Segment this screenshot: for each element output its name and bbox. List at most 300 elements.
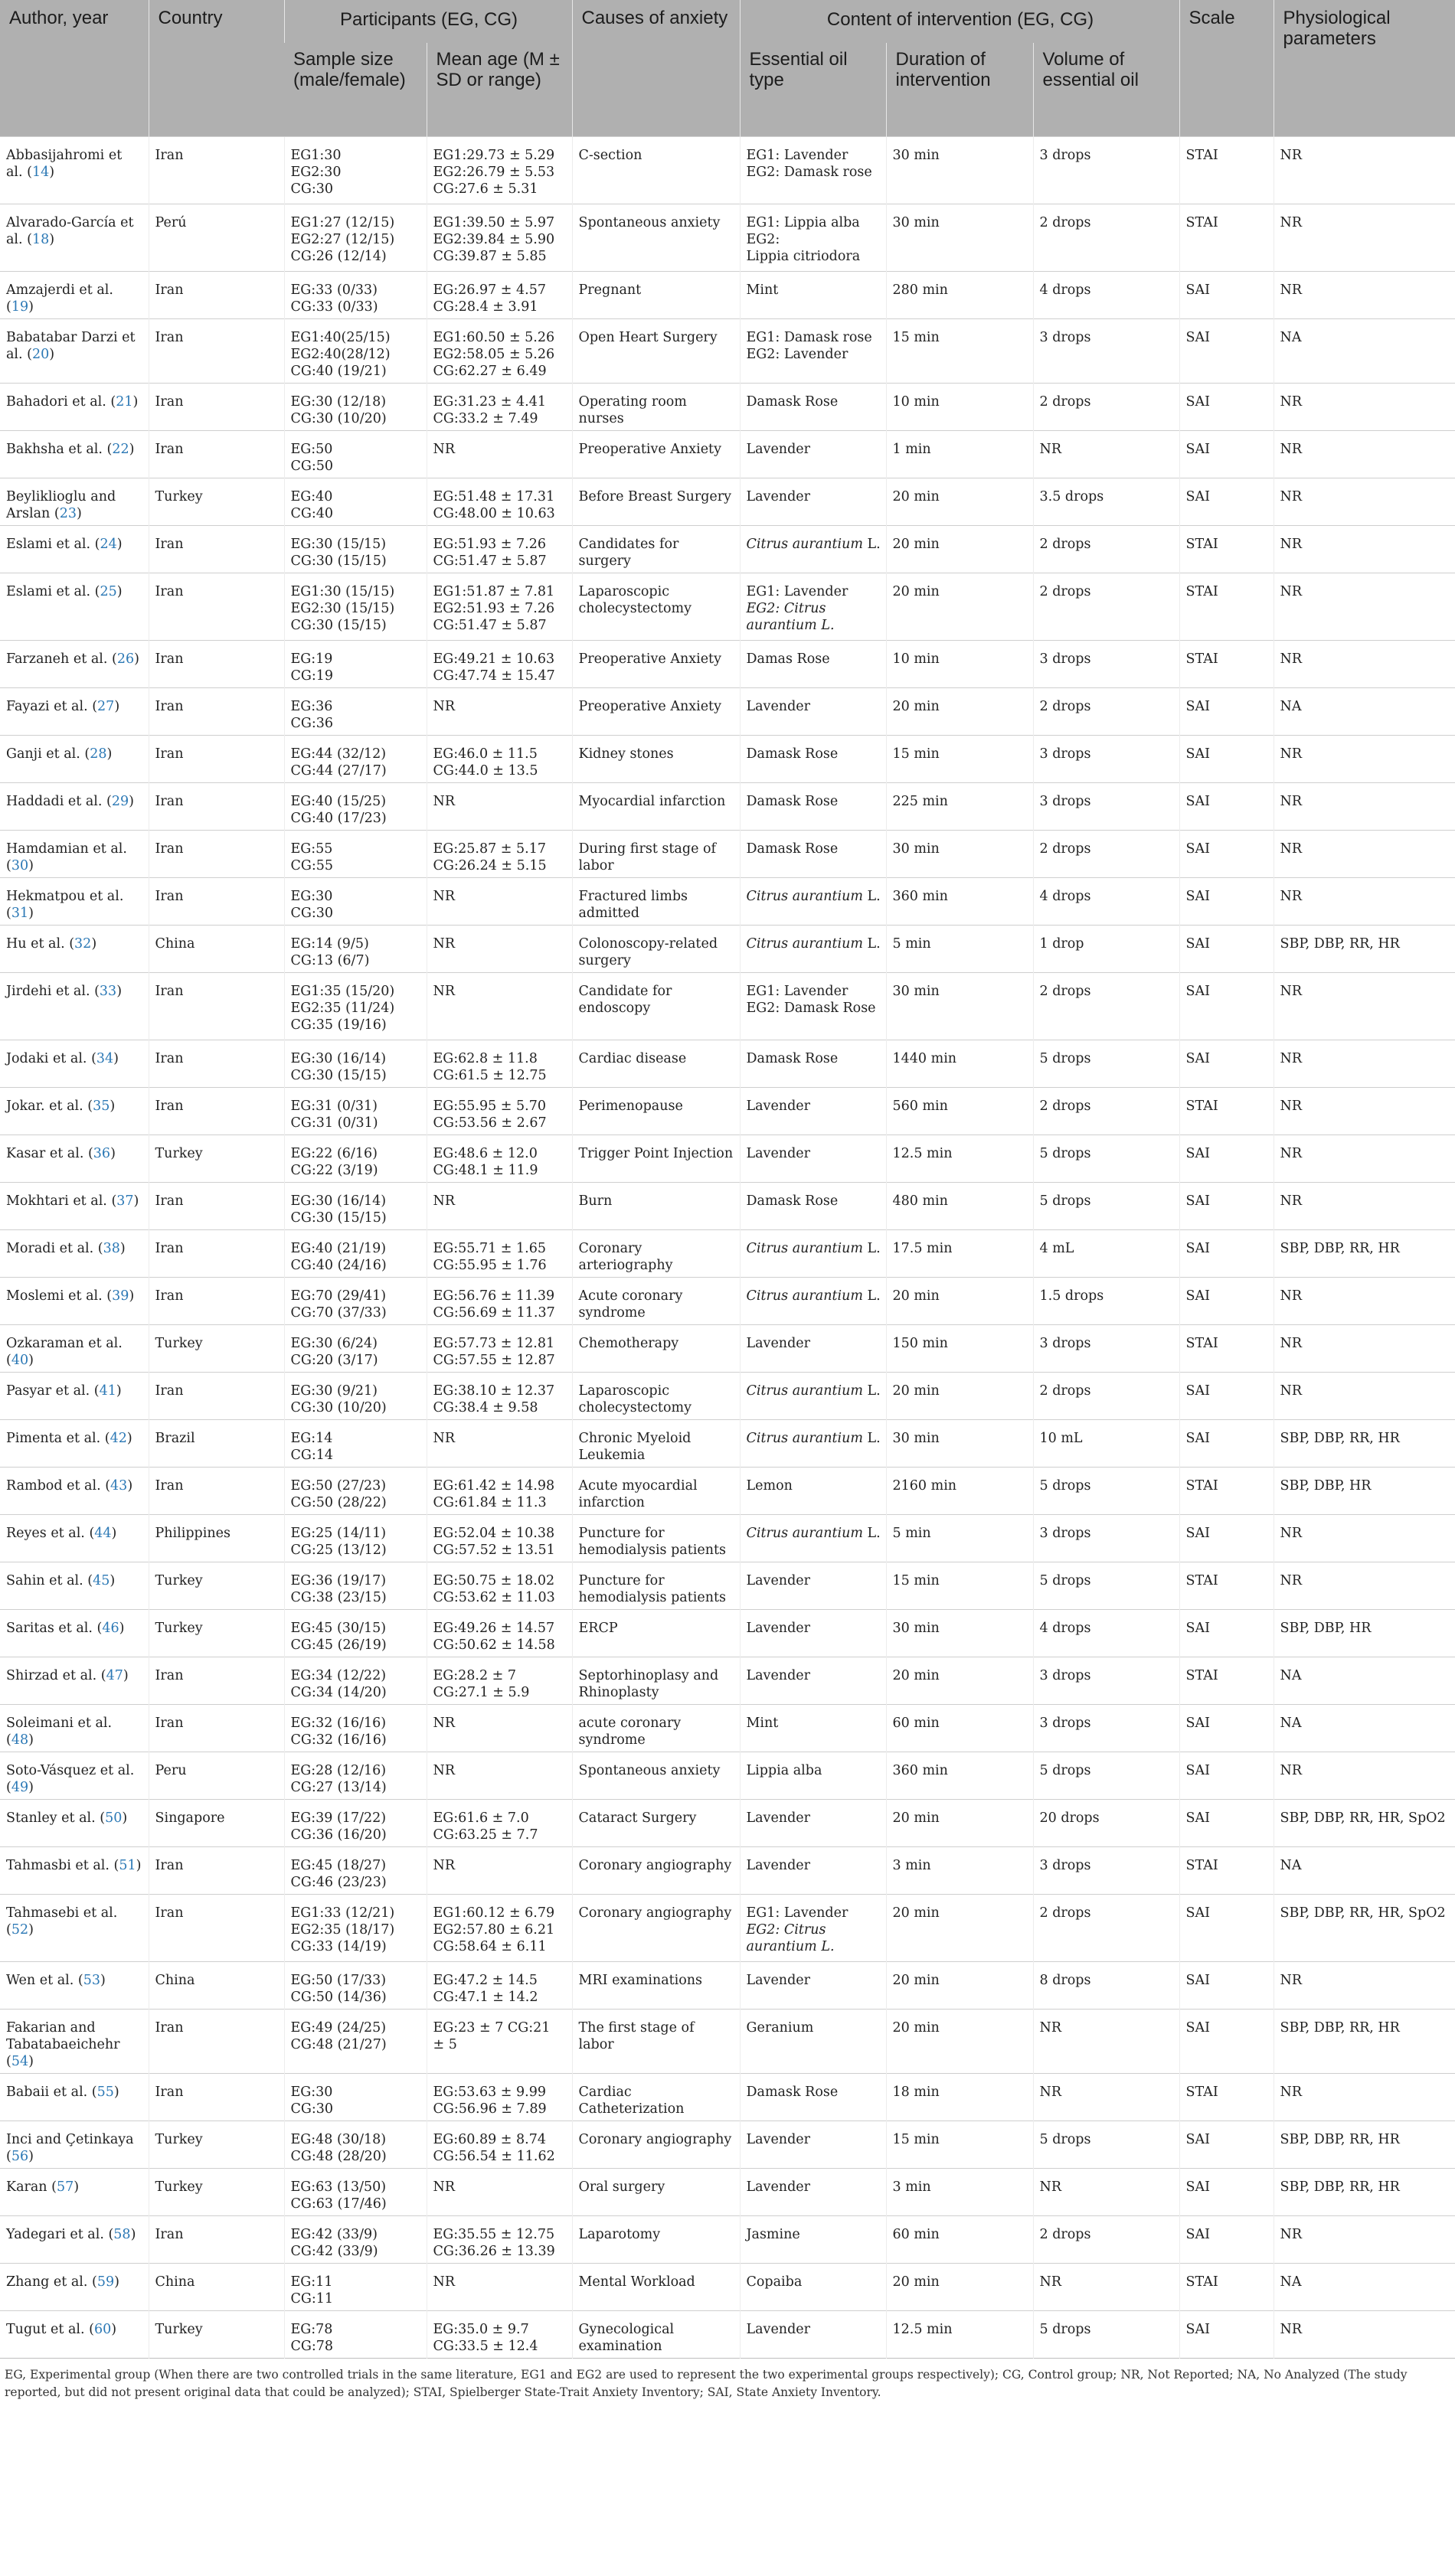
oil-type-cell [740,319,886,384]
ref-close: ) [126,1431,132,1446]
sample-size-cell-line: EG2:35 (18/17) [290,1922,395,1938]
cause-cell: acute coronary syndrome [572,1705,740,1752]
reference-link[interactable]: 14 [31,165,50,180]
oil-type-cell-line: Lavender [746,699,810,714]
reference-link[interactable]: 25 [100,584,117,599]
volume-cell: 3 drops [1033,319,1179,384]
reference-link[interactable]: 41 [99,1383,116,1399]
country-cell: Iran [149,137,284,204]
sample-size-cell-line: CG:30 (10/20) [290,1400,387,1415]
reference-link[interactable]: 29 [111,794,129,809]
ref-open: ( [80,746,90,762]
volume-cell: 4 mL [1033,1230,1179,1278]
reference-link[interactable]: 58 [113,2227,131,2242]
country-cell: Iran [149,1847,284,1895]
ref-close: ) [110,1099,116,1114]
scale-cell: SAI [1179,1278,1274,1325]
author-name: Kasar et al. [6,1146,84,1161]
cause-cell: Candidate for endoscopy [572,973,740,1040]
mean-age-cell-line: CG:58.64 ± 6.11 [433,1939,547,1954]
mean-age-cell [427,1657,572,1705]
oil-type-cell [740,478,886,526]
reference-link[interactable]: 45 [93,1573,110,1588]
reference-link[interactable]: 18 [31,232,50,247]
mean-age-cell-line: CG:61.5 ± 12.75 [433,1068,547,1083]
sample-size-cell-line: EG:11 [290,2274,333,2290]
ref-open: ( [102,1288,113,1304]
physio-cell: SBP, DBP, RR, HR [1274,1420,1455,1468]
mean-age-cell-line: EG2:26.79 ± 5.53 [433,165,555,180]
physio-cell: NR [1274,2074,1455,2121]
volume-cell: 3 drops [1033,1705,1179,1752]
reference-link[interactable]: 51 [119,1858,136,1873]
volume-cell: 4 drops [1033,1610,1179,1657]
reference-link[interactable]: 24 [100,537,117,552]
country-cell: Iran [149,783,284,831]
reference-link[interactable]: 36 [93,1146,111,1161]
scale-cell: STAI [1179,204,1274,272]
table-row [0,1610,1455,1657]
mean-age-cell [427,137,572,204]
table-row [0,319,1455,384]
oil-type-cell-line: Citrus aurantium L. [746,889,881,904]
ref-open: ( [90,584,100,599]
reference-link[interactable]: 28 [90,746,107,762]
sample-size-cell-line: CG:19 [290,668,334,684]
mean-age-cell-line: CG:44.0 ± 13.5 [433,763,538,779]
sample-size-cell-line: CG:50 [290,459,334,474]
physio-cell: SBP, DBP, RR, HR, SpO2 [1274,1800,1455,1847]
mean-age-cell-line: EG:51.93 ± 7.26 [433,537,547,552]
oil-type-cell [740,526,886,573]
physio-cell: NR [1274,526,1455,573]
author-name: Shirzad et al. [6,1668,97,1683]
mean-age-cell-line: EG:61.6 ± 7.0 [433,1810,529,1826]
reference-link[interactable]: 60 [93,2322,112,2337]
ref-open: ( [6,1353,11,1368]
ref-close: ) [129,794,134,809]
duration-cell: 360 min [886,878,1033,926]
cause-cell: Perimenopause [572,1088,740,1135]
oil-type-cell [740,204,886,272]
ref-close: ) [28,299,34,315]
sample-size-cell-line: CG:30 (15/15) [290,1068,387,1083]
sample-size-cell [284,2074,427,2121]
cause-cell: Cardiac Catheterization [572,2074,740,2121]
author-cell [0,688,149,736]
reference-link[interactable]: 37 [116,1193,134,1209]
sample-size-cell-line: EG2:30 (15/15) [290,601,395,616]
duration-cell: 20 min [886,2010,1033,2074]
mean-age-cell-line: CG:36.26 ± 13.39 [433,2244,555,2259]
reference-link[interactable]: 40 [11,1353,29,1368]
reference-link[interactable]: 57 [56,2179,74,2195]
author-name: Wen et al. [6,1973,74,1988]
reference-link[interactable]: 19 [11,299,29,315]
cause-cell: Fractured limbs admitted [572,878,740,926]
volume-cell: 1 drop [1033,926,1179,973]
mean-age-cell-line: EG:47.2 ± 14.5 [433,1973,538,1988]
reference-link[interactable]: 38 [103,1241,120,1256]
sample-size-cell [284,1610,427,1657]
ref-close: ) [116,537,123,552]
reference-link[interactable]: 52 [11,1922,29,1938]
duration-cell: 20 min [886,1373,1033,1420]
table-footnote: EG, Experimental group (When there are two controlled trials in the same literature, EG1 and EG2 are used to represent the two experimental groups respectively); CG, Control group; NR, Not Reported; NA, No Analyzed (The study reported, but did not present original data that could be analyzed); STAI, Spielberger State-Trait Anxiety Inventory; SAI, State Anxiety Inventory. [0,2359,1455,2402]
oil-type-cell [740,1895,886,1962]
cause-cell: Laparoscopic cholecystectomy [572,573,740,641]
sample-size-cell-line: CG:38 (23/15) [290,1590,387,1605]
sample-size-cell [284,1230,427,1278]
table-row [0,641,1455,688]
ref-close: ) [49,347,55,362]
volume-cell: 2 drops [1033,973,1179,1040]
sample-size-cell-line: CG:70 (37/33) [290,1305,387,1321]
table-body [0,137,1455,2359]
oil-type-cell [740,2010,886,2074]
physio-cell: NA [1274,1705,1455,1752]
volume-cell: 2 drops [1033,2216,1179,2264]
sample-size-cell [284,1040,427,1088]
author-cell [0,736,149,783]
author-name: Abbasijahromi et al. [6,148,123,180]
oil-type-cell-line: Lavender [746,1973,810,1988]
reference-link[interactable]: 21 [116,394,133,410]
sample-size-cell [284,1183,427,1230]
sample-size-cell-line: EG:70 (29/41) [290,1288,387,1304]
sample-size-cell-line: CG:30 [290,906,334,921]
author-name: Pimenta et al. [6,1431,101,1446]
table-row [0,831,1455,878]
sample-size-cell [284,926,427,973]
sample-size-cell-line: EG:30 (16/14) [290,1193,387,1209]
sample-size-cell-line: EG:63 (13/50) [290,2179,387,2195]
sample-size-cell-line: EG:14 [290,1431,333,1446]
reference-link[interactable]: 30 [11,858,29,873]
cause-cell: Coronary angiography [572,1847,740,1895]
volume-cell: 5 drops [1033,1562,1179,1610]
sample-size-cell [284,1705,427,1752]
oil-species-italic: Citrus aurantium [746,537,863,552]
sample-size-cell-line: EG:78 [290,2322,333,2337]
sample-size-cell-line: CG:34 (14/20) [290,1685,387,1700]
author-cell [0,1325,149,1373]
oil-type-cell-line: EG2: Damask Rose [746,1001,876,1016]
ref-open: ( [6,906,11,921]
author-cell [0,573,149,641]
country-cell: China [149,926,284,973]
author-cell [0,384,149,431]
sample-size-cell [284,688,427,736]
reference-link[interactable]: 20 [31,347,50,362]
mean-age-cell [427,2264,572,2311]
mean-age-cell [427,1135,572,1183]
scale-cell: SAI [1179,1230,1274,1278]
ref-open: ( [84,1526,95,1541]
author-name: Amzajerdi et al. [6,282,113,298]
oil-type-cell-line: Mint [746,1716,779,1731]
author-cell [0,1705,149,1752]
volume-cell: 5 drops [1033,1752,1179,1800]
table-row [0,1562,1455,1610]
sample-size-cell-line: CG:30 (15/15) [290,1210,387,1226]
sample-size-cell-line: CG:27 (13/14) [290,1780,387,1795]
reference-link[interactable]: 44 [94,1526,112,1541]
reference-link[interactable]: 32 [74,936,92,952]
scale-cell: STAI [1179,641,1274,688]
ref-close: ) [100,1973,106,1988]
ref-close: ) [110,1146,116,1161]
cause-cell: Chronic Myeloid Leukemia [572,1420,740,1468]
country-cell: Iran [149,1373,284,1420]
duration-cell: 20 min [886,478,1033,526]
author-cell [0,1657,149,1705]
table-row [0,478,1455,526]
sample-size-cell-line: EG1:30 (15/15) [290,584,395,599]
sample-size-cell-line: EG:30 (12/18) [290,394,387,410]
mean-age-cell-line: NR [433,984,455,999]
mean-age-cell-line: EG:50.75 ± 18.02 [433,1573,555,1588]
mean-age-cell [427,2311,572,2359]
oil-type-cell [740,831,886,878]
reference-link[interactable]: 54 [11,2054,29,2069]
mean-age-cell-line: EG:28.2 ± 7 [433,1668,517,1683]
sample-size-cell-line: EG:48 (30/18) [290,2132,387,2147]
scale-cell: SAI [1179,1135,1274,1183]
reference-link[interactable]: 49 [11,1780,29,1795]
sample-size-cell-line: CG:30 [290,2101,334,2117]
reference-link[interactable]: 43 [110,1478,128,1494]
scale-cell: SAI [1179,1752,1274,1800]
oil-type-cell-line: Citrus aurantium L. [746,1383,881,1399]
mean-age-cell-line: CG:50.62 ± 14.58 [433,1637,555,1653]
sample-size-cell-line: CG:33 (14/19) [290,1939,387,1954]
oil-type-cell-line: Citrus aurantium L. [746,1526,881,1541]
ref-open: ( [107,651,117,667]
ref-open: ( [100,1431,110,1446]
reference-link[interactable]: 27 [97,699,115,714]
ref-close: ) [113,1051,119,1066]
author-name: Bahadori et al. [6,394,106,410]
mean-age-cell [427,1847,572,1895]
duration-cell: 560 min [886,1088,1033,1135]
sample-size-cell [284,1515,427,1562]
mean-age-cell-line: EG:55.71 ± 1.65 [433,1241,547,1256]
header-participants: Participants (EG, CG) [284,0,572,43]
cause-cell: Burn [572,1183,740,1230]
author-cell [0,2010,149,2074]
sample-size-cell [284,1847,427,1895]
duration-cell: 20 min [886,1962,1033,2010]
physio-cell: NR [1274,878,1455,926]
reference-link[interactable]: 31 [11,906,29,921]
volume-cell: NR [1033,431,1179,478]
duration-cell: 5 min [886,1515,1033,1562]
ref-open: ( [6,299,11,315]
sample-size-cell-line: CG:26 (12/14) [290,249,387,264]
sample-size-cell-line: CG:40 (24/16) [290,1258,387,1273]
mean-age-cell-line: NR [433,2274,455,2290]
reference-link[interactable]: 59 [96,2274,115,2290]
country-cell: Iran [149,831,284,878]
volume-cell: 1.5 drops [1033,1278,1179,1325]
mean-age-cell-line: CG:63.25 ± 7.7 [433,1827,538,1843]
ref-close: ) [49,232,55,247]
duration-cell: 17.5 min [886,1230,1033,1278]
scale-cell: SAI [1179,478,1274,526]
mean-age-cell-line: ± 5 [433,2037,457,2052]
physio-cell: SBP, DBP, RR, HR [1274,926,1455,973]
cause-cell: Preoperative Anxiety [572,641,740,688]
volume-cell: 5 drops [1033,1135,1179,1183]
reference-link[interactable]: 56 [11,2149,29,2164]
reference-link[interactable]: 23 [59,506,77,521]
author-cell [0,2216,149,2264]
mean-age-cell-line: CG:48.00 ± 10.63 [433,506,555,521]
sample-size-cell-line: CG:42 (33/9) [290,2244,378,2259]
oil-type-cell [740,1705,886,1752]
reference-link[interactable]: 53 [83,1973,100,1988]
ref-close: ) [49,165,55,180]
cause-cell: Septorhinoplasy and Rhinoplasty [572,1657,740,1705]
author-cell [0,1278,149,1325]
scale-cell: SAI [1179,1705,1274,1752]
mean-age-cell-line: EG1:60.50 ± 5.26 [433,330,555,345]
header-scale: Scale [1179,0,1274,137]
table-row [0,1962,1455,2010]
mean-age-cell-line: EG:23 ± 7 CG:21 [433,2020,551,2036]
sample-size-cell-line: EG:14 (9/5) [290,936,369,952]
oil-type-cell [740,688,886,736]
duration-cell: 30 min [886,831,1033,878]
cause-cell: Colonoscopy-related surgery [572,926,740,973]
physio-cell: NR [1274,1562,1455,1610]
header-volume: Volume of essential oil [1033,43,1179,137]
sample-size-cell [284,2216,427,2264]
sample-size-cell-line: EG:30 (9/21) [290,1383,378,1399]
table-row [0,2010,1455,2074]
reference-link[interactable]: 22 [112,442,129,457]
sample-size-cell-line: CG:33 (0/33) [290,299,378,315]
country-cell: Iran [149,526,284,573]
ref-close: ) [28,2149,34,2164]
reference-link[interactable]: 50 [105,1810,123,1826]
volume-cell: 3 drops [1033,1657,1179,1705]
oil-type-cell-line: Citrus aurantium L. [746,1431,881,1446]
author-cell [0,1183,149,1230]
reference-link[interactable]: 46 [102,1621,119,1636]
mean-age-cell-line: EG2:51.93 ± 7.26 [433,601,555,616]
oil-type-cell [740,2216,886,2264]
mean-age-cell [427,1088,572,1135]
author-name: Moslemi et al. [6,1288,103,1304]
oil-type-cell-line: Lavender [746,489,810,504]
mean-age-cell [427,1562,572,1610]
sample-size-cell-line: EG1:40(25/15) [290,330,391,345]
reference-link[interactable]: 42 [110,1431,127,1446]
physio-cell: NA [1274,1847,1455,1895]
sample-size-cell [284,478,427,526]
author-cell [0,526,149,573]
table-row [0,973,1455,1040]
cause-cell: Cataract Surgery [572,1800,740,1847]
volume-cell: 2 drops [1033,526,1179,573]
reference-link[interactable]: 34 [96,1051,114,1066]
sample-size-cell [284,137,427,204]
duration-cell: 30 min [886,1420,1033,1468]
mean-age-cell-line: EG:48.6 ± 12.0 [433,1146,538,1161]
sample-size-cell [284,1468,427,1515]
scale-cell: SAI [1179,831,1274,878]
reference-link[interactable]: 55 [96,2085,114,2100]
scale-cell: SAI [1179,1040,1274,1088]
country-cell: Brazil [149,1420,284,1468]
oil-type-cell-line: EG1: Lavender [746,984,848,999]
duration-cell: 225 min [886,783,1033,831]
sample-size-cell-line: EG:30 (16/14) [290,1051,387,1066]
reference-link[interactable]: 47 [106,1668,123,1683]
sample-size-cell-line: EG:44 (32/12) [290,746,387,762]
scale-cell: SAI [1179,2010,1274,2074]
country-cell: Iran [149,688,284,736]
cause-cell: Puncture for hemodialysis patients [572,1515,740,1562]
oil-type-cell [740,1183,886,1230]
table-row [0,1135,1455,1183]
reference-link[interactable]: 48 [11,1732,29,1748]
ref-open: ( [83,1146,93,1161]
ref-close: ) [28,2054,34,2069]
mean-age-cell-line: EG:60.89 ± 8.74 [433,2132,547,2147]
oil-type-cell-line: aurantium L. [746,1939,835,1954]
oil-species-italic: Citrus aurantium [746,1241,863,1256]
mean-age-cell-line: NR [433,1858,455,1873]
cause-cell: MRI examinations [572,1962,740,2010]
ref-open: ( [6,1732,11,1748]
author-cell [0,1135,149,1183]
table-row [0,2121,1455,2169]
country-cell: Iran [149,573,284,641]
mean-age-cell-line: EG:31.23 ± 4.41 [433,394,547,410]
country-cell: Turkey [149,2169,284,2216]
author-name: Rambod et al. [6,1478,101,1494]
duration-cell: 30 min [886,1610,1033,1657]
physio-cell: NR [1274,573,1455,641]
sample-size-cell-line: EG1:27 (12/15) [290,215,395,230]
reference-link[interactable]: 39 [112,1288,129,1304]
duration-cell: 12.5 min [886,2311,1033,2359]
author-name: Sahin et al. [6,1573,83,1588]
ref-open: ( [102,794,112,809]
country-cell: Iran [149,272,284,319]
scale-cell: SAI [1179,431,1274,478]
reference-link[interactable]: 35 [93,1099,110,1114]
scale-cell: SAI [1179,319,1274,384]
cause-cell: Before Breast Surgery [572,478,740,526]
reference-link[interactable]: 33 [99,984,117,999]
sample-size-cell [284,1135,427,1183]
author-name: Tahmasebi et al. [6,1905,118,1921]
volume-cell: NR [1033,2169,1179,2216]
cause-cell: Kidney stones [572,736,740,783]
scale-cell: STAI [1179,526,1274,573]
mean-age-cell [427,1420,572,1468]
ref-open: ( [6,2054,11,2069]
reference-link[interactable]: 26 [116,651,135,667]
mean-age-cell-line: CG:55.95 ± 1.76 [433,1258,547,1273]
mean-age-cell-line: CG:56.54 ± 11.62 [433,2149,555,2164]
scale-cell: SAI [1179,2121,1274,2169]
country-cell: Iran [149,384,284,431]
